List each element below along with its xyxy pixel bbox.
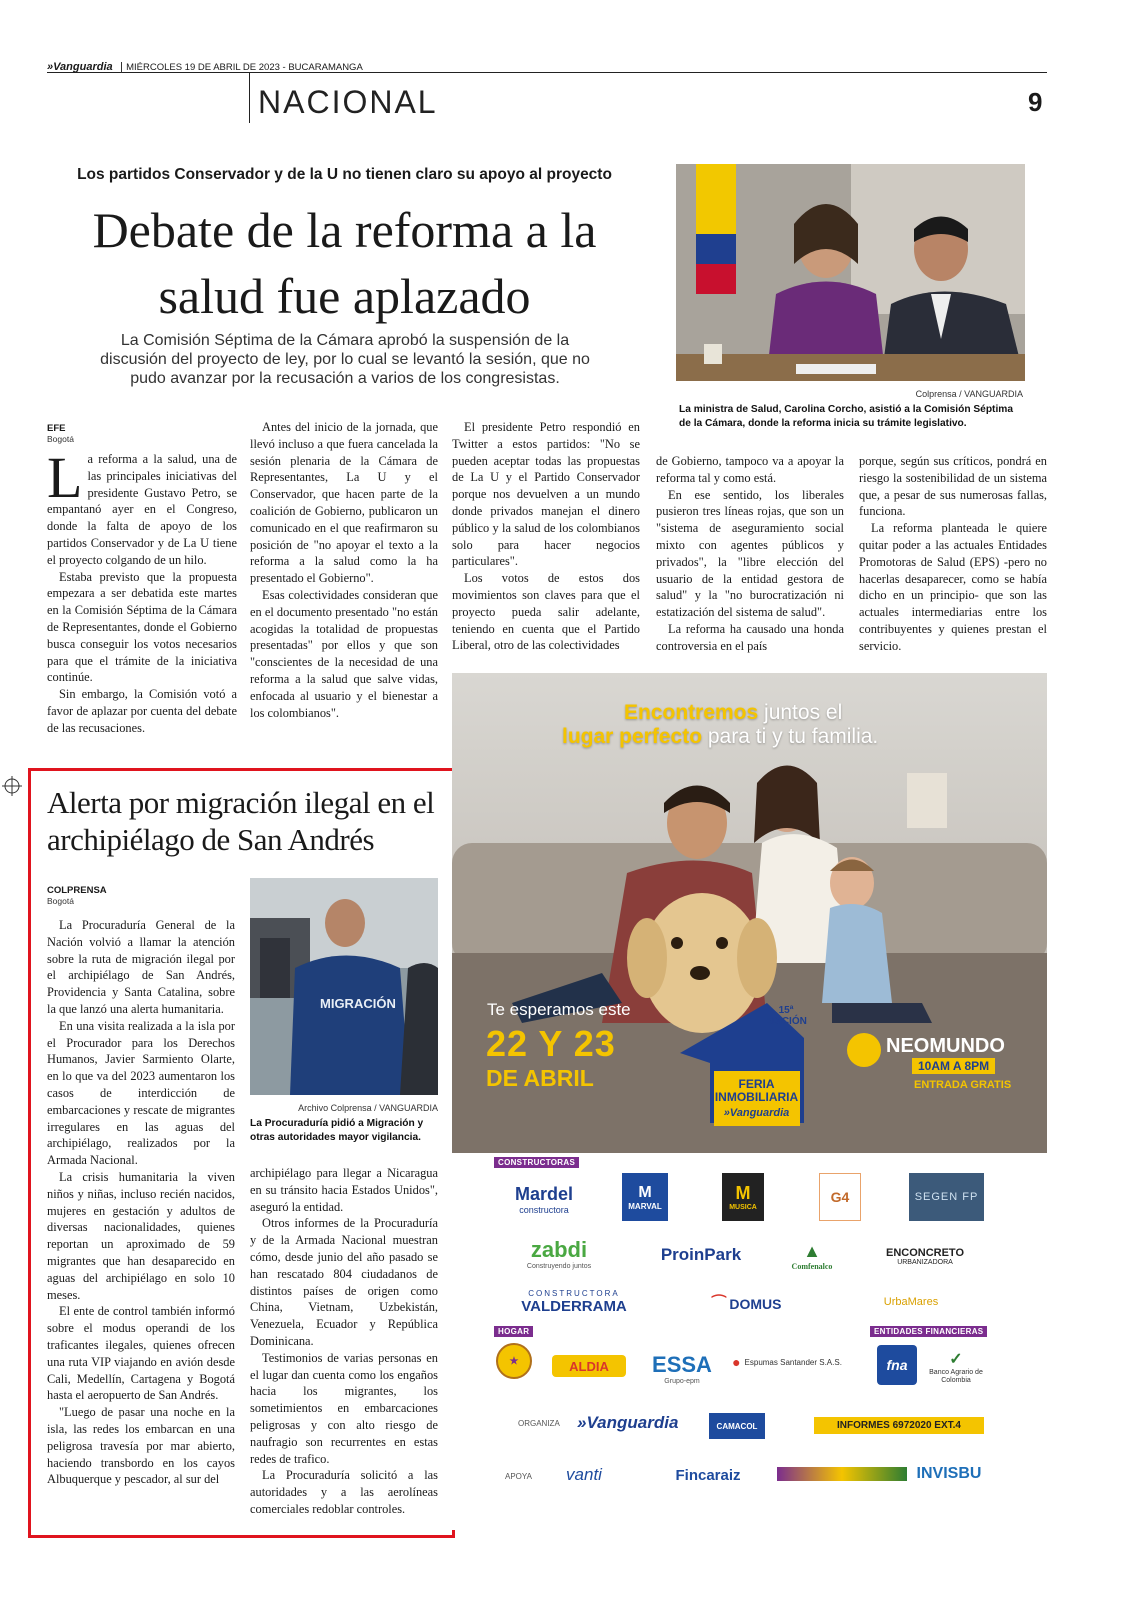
- logo-zabdi: [504, 1233, 614, 1273]
- lead-headline: Debate de la reforma a la salud fue aplazado: [92, 202, 597, 324]
- logo-banco-agrario-name: Banco Agrario de Colombia: [929, 1369, 983, 1384]
- lead-photo-illustration: [676, 164, 1025, 381]
- logo-zabdi-name: zabdi: [530, 1236, 588, 1262]
- lead-col-4: [656, 453, 844, 655]
- second-byline-name: COLPRENSA: [47, 885, 107, 896]
- ad-date-big: 22 Y 23: [486, 1023, 616, 1064]
- second-col2-p2: Otros informes de la Procuraduría y de la Armada Nacional muestran cómo, desde junio del año pasado se han rescatado 804 ciudadanos de distintos países de origen como China, Vietnam, Uzbekistán, Venezuela, Ecuador y República Dominicana.: [250, 1216, 438, 1348]
- tag-home: HOGAR: [494, 1326, 533, 1337]
- ad-date-month: DE ABRIL: [486, 1065, 594, 1091]
- masthead-dateline: MIÉRCOLES 19 DE ABRIL DE 2023 - BUCARAMANGA: [121, 62, 363, 73]
- tag-finance: ENTIDADES FINANCIERAS: [870, 1326, 987, 1337]
- lead-col5-p1: porque, según sus críticos, pondrá en riesgo la sostenibilidad de un sistema que, a pesar de sus numerosas fallas, funciona.: [859, 454, 1047, 519]
- logo-gobernacion: [777, 1459, 907, 1489]
- logo-enconcreto-sub: URBANIZADORA: [897, 1258, 953, 1266]
- logo-vanti-name: vanti: [566, 1465, 602, 1484]
- seal-mark-icon: ★: [509, 1355, 519, 1367]
- lead-kicker: Los partidos Conservador y de la U no tienen claro su apoyo al proyecto: [77, 166, 612, 183]
- logo-segen-name: SEGEN FP: [914, 1191, 979, 1203]
- logo-aldia: [552, 1355, 626, 1377]
- logo-invisbu: [910, 1461, 988, 1487]
- logo-essa-name: ESSA: [652, 1351, 712, 1377]
- organiza-label: ORGANIZA: [518, 1419, 560, 1428]
- second-photo: [250, 878, 438, 1095]
- ad-edition: 15ª EDICIÓN: [765, 1005, 807, 1027]
- logo-camacol: [709, 1413, 765, 1439]
- logo-enconcreto-name: ENCONCRETO: [885, 1246, 965, 1259]
- advertisement: [452, 673, 1047, 1153]
- logo-marval: [622, 1173, 668, 1221]
- ad-fair-name: FERIA INMOBILIARIA: [714, 1077, 799, 1104]
- logo-enconcreto: [870, 1237, 980, 1275]
- second-byline-city: Bogotá: [47, 896, 74, 906]
- sponsor-panel: [452, 1153, 1047, 1530]
- logo-segen: [909, 1173, 984, 1221]
- lead-col2-p2: Esas colectividades consideran que en el documento presentado "no están acogidas la totalidad de propuestas presentadas" por ellos y que son "conscientes de la necesidad de una reforma a la salud que salve vidas, enfocada al usuario y el bienestar a los colombianos".: [250, 587, 438, 720]
- lead-col1-p2: Estaba previsto que la propuesta empezara a ser debatida este martes en la Comisión Séptima de la Cámara de Representantes, donde el Gobierno busca conseguir los votos necesarios para que el trámite de la iniciativa continúe.: [47, 569, 237, 685]
- logo-valderrama-sub: CONSTRUCTORA: [528, 1289, 620, 1298]
- second-col-1: [47, 917, 235, 1488]
- ad-hours: 10AM A 8PM: [912, 1058, 995, 1074]
- lead-photo-caption: La ministra de Salud, Carolina Corcho, asistió a la Comisión Séptima de la Cámara, donde la reforma inicia su trámite legislativo.: [679, 404, 1014, 429]
- logo-espumas-name: Espumas Santander S.A.S.: [744, 1357, 842, 1367]
- logo-camacol-name: CAMACOL: [716, 1421, 758, 1431]
- logo-domus-name: DOMUS: [729, 1296, 782, 1312]
- gobernacion-mark-icon: [777, 1467, 907, 1481]
- ad-tagline-rest1: juntos el: [758, 701, 843, 724]
- ad-venue: NEOMUNDO: [886, 1035, 1005, 1057]
- ad-tagline-line2: [562, 725, 878, 749]
- lead-dropcap: L: [47, 445, 83, 510]
- lead-col-1: [47, 445, 237, 737]
- ad-tagline-bold2: lugar perfecto: [562, 725, 703, 748]
- page-number: 9: [1028, 87, 1043, 117]
- logo-fincaraiz: [667, 1463, 749, 1487]
- lead-col1-p1: a reforma a la salud, una de las principales iniciativas del presidente Gustavo Petro, se empantanó ayer en el Congreso, donde la falta de apoyo de los partidos Conservador y de La U tiene el proyecto colgando de un hilo.: [47, 452, 237, 567]
- ad-invite: Te esperamos este: [487, 1000, 631, 1019]
- logo-fincaraiz-name: Fincaraiz: [675, 1466, 741, 1484]
- marval-mark-icon: M: [638, 1183, 652, 1201]
- lead-byline-name: EFE: [47, 423, 66, 434]
- logo-mardel-name: Mardel: [514, 1184, 574, 1204]
- second-photo-illustration: [250, 878, 438, 1095]
- espumas-mark-icon: ●: [732, 1354, 741, 1370]
- second-byline: [47, 885, 237, 906]
- second-headline: Alerta por migración ilegal en el archipiélago de San Andrés: [47, 785, 435, 857]
- logo-zabdi-sub: Construyendo juntos: [526, 1262, 592, 1270]
- logo-comfenalco: [782, 1233, 842, 1279]
- lead-col5-p2: La reforma planteada le quiere quitar poder a las actuales Entidades Promotoras de Salud (EPS) -pero no hacerlas desaparecer, como se había dicho en un principio- que son las actuales intermediarias entre los contribuyentes y quienes prestan el servicio.: [859, 521, 1047, 653]
- lead-col3-p1: El presidente Petro respondió en Twitter a estos partidos: "No se pueden aceptar todas las propuestas de La U y el Partido Conservador porque nos devuelven a un mundo donde privados manejan el dinero público y la salud de los colombianos solo para hacer negocios particulares".: [452, 420, 640, 569]
- logo-mardel: [504, 1177, 584, 1222]
- masthead: [47, 57, 1047, 73]
- lead-col3-p2: Los votos de estos dos movimientos son claves para que el proyecto pueda salir adelante, teniendo en cuenta que el Partido Liberal, otro de las colectividades: [452, 571, 640, 653]
- apoya-label: APOYA: [505, 1472, 532, 1481]
- logo-mardel-sub: constructora: [519, 1205, 569, 1215]
- logo-g4-name: G4: [830, 1189, 850, 1205]
- lead-col4-p3: La reforma ha causado una honda controversia en el país: [656, 621, 844, 653]
- second-col2-p3: Testimonios de varias personas en el lugar dan cuenta como los engaños hacia los migrantes, los sometimientos en embarcaciones peligrosas y con alto riesgo de naufragio son recurrentes en estas redes de trafico.: [250, 1350, 438, 1466]
- lead-col-3: [452, 419, 640, 654]
- logo-g4: [819, 1173, 861, 1221]
- ad-tagline-line1: [624, 701, 842, 725]
- logo-invisbu-name: INVISBU: [916, 1465, 982, 1482]
- ad-tagline-rest2: para ti y tu familia.: [702, 725, 879, 748]
- logo-urbamares-name: UrbaMares: [883, 1296, 939, 1308]
- logo-valderrama: [504, 1285, 644, 1319]
- second-col-2: [250, 1165, 438, 1518]
- lead-photo: [676, 164, 1025, 381]
- logo-urbamares: [856, 1287, 966, 1317]
- logo-fna: [877, 1345, 917, 1385]
- lead-col-2: [250, 419, 438, 721]
- lead-byline-city: Bogotá: [47, 434, 74, 444]
- domus-swoosh-icon: ⁀: [712, 1296, 726, 1313]
- lead-byline: [47, 423, 237, 444]
- ad-entry: ENTRADA GRATIS: [914, 1079, 1012, 1091]
- logo-comfenalco-name: Comfenalco: [791, 1262, 833, 1271]
- lead-col4-p1: de Gobierno, tampoco va a apoyar la reforma tal y como está.: [656, 454, 844, 485]
- logo-valderrama-name: VALDERRAMA: [521, 1298, 627, 1315]
- logo-espumas: [732, 1349, 842, 1375]
- organiza-brand: »Vanguardia: [577, 1413, 679, 1432]
- logo-essa: [647, 1345, 717, 1391]
- lead-photo-credit: Colprensa / VANGUARDIA: [915, 389, 1023, 399]
- logo-marval-name: MARVAL: [628, 1201, 662, 1211]
- second-col1-p1: La Procuraduría General de la Nación volvió a llamar la atención sobre la ruta de migración ilegal por el archipiélago de San Andrés, Providencia y Santa Catalina, sobre la que lanzó una alerta humanitaria.: [47, 918, 235, 1016]
- lead-col1-p3: Sin embargo, la Comisión votó a favor de aplazar por cuenta del debate de las recusaciones.: [47, 687, 237, 735]
- section-divider: [249, 73, 250, 123]
- logo-musica: [722, 1173, 764, 1221]
- lead-deck: La Comisión Séptima de la Cámara aprobó la suspensión de la discusión del proyecto de ley, por lo cual se levantó la sesión, que no pudo avanzar por la recusación a varios de los congresistas.: [100, 332, 590, 387]
- second-photo-caption: La Procuraduría pidió a Migración y otras autoridades mayor vigilancia.: [250, 1118, 424, 1143]
- logo-proinpark-name: ProinPark: [660, 1245, 742, 1264]
- lead-col4-p2: En ese sentido, los liberales pusieron tres líneas rojas, que son un "sistema de aseguramiento social mixto con agentes públicos y privados", la "libre elección del usuario de la entidad gestora de salud" y la "no burocratización ni estatización del sistema de salud".: [656, 487, 844, 620]
- lead-col2-p1: Antes del inicio de la jornada, que llevó incluso a que fuera cancelada la sesión plenaria de la Cámara de Representantes, La U y el Conservador, que hacen parte de la coalición de Gobierno, publicaron un comunicado en el que reafirmaron su posición de "no apoyar el texto a la reforma a la salud como la ha presentado el Gobierno".: [250, 420, 438, 586]
- comfenalco-mark-icon: ▲: [803, 1241, 821, 1261]
- logo-vanti: [554, 1463, 614, 1487]
- section-title: NACIONAL: [258, 84, 438, 120]
- lead-col-5: [859, 453, 1047, 655]
- second-col1-p5: "Luego de pasar una noche en la isla, las redes los embarcan en una peligrosa travesía por mar abierto, haciendo transbordo en los cayos Albuquerque y pescador, al sur del: [47, 1405, 235, 1487]
- ad-tagline-bold1: Encontremos: [624, 701, 759, 724]
- ad-fair-brand: »Vanguardia: [723, 1107, 790, 1119]
- second-col1-p2: En una visita realizada a la isla por el Procurador para los Derechos Humanos, Javier Sarmiento Olarte, en lo que va del 2023 aumentaron los casos de interdicción de embarcaciones y rescate de migrantes irregulares en las aguas del archipiélago, realizados por la Armada Nacional.: [47, 1018, 235, 1168]
- logo-fna-name: fna: [886, 1357, 908, 1373]
- second-col1-p4: El ente de control también informó sobre el modus operandi de los traficantes ilegales, quienes ofrecen una ruta VIP viajando en avión desde Cali, Medellín, Cartagena y Bogotá hasta el aeropuerto de San Andrés.: [47, 1304, 235, 1403]
- logo-musica-name: MUSICA: [729, 1204, 757, 1211]
- logo-banco-agrario: [926, 1345, 986, 1389]
- second-col1-p3: La crisis humanitaria la viven niños y niñas, incluso recién nacidos, mujeres en gestación y adultos de diversas nacionalidades, quienes reportan un aproximado de 59 migrantes que han desaparecido en aguas del archipiélago en solo 10 meses.: [47, 1169, 235, 1302]
- jacket-text: MIGRACIÓN: [320, 996, 396, 1011]
- informes-banner: INFORMES 6972020 EXT.4: [814, 1417, 984, 1434]
- logo-domus: [682, 1289, 812, 1319]
- second-photo-credit: Archivo Colprensa / VANGUARDIA: [298, 1103, 438, 1113]
- second-col2-p4: La Procuraduría solicitó a las autoridades y a las aerolíneas comerciales redoblar controles.: [250, 1468, 438, 1516]
- tag-builders: CONSTRUCTORAS: [494, 1157, 579, 1168]
- second-col2-p1: archipiélago para llegar a Nicaragua en su tránsito hacia Estados Unidos", aseguró la entidad.: [250, 1166, 438, 1214]
- masthead-brand: »Vanguardia: [47, 61, 113, 73]
- logo-essa-sub: Grupo-epm: [664, 1377, 700, 1385]
- logo-aldia-name: ALDIA: [569, 1358, 609, 1374]
- banco-agrario-mark-icon: ✓: [949, 1351, 963, 1368]
- musica-mark-icon: M: [735, 1183, 751, 1203]
- registration-mark-icon: [2, 776, 22, 796]
- logo-proinpark: [642, 1237, 760, 1273]
- logo-seal: [496, 1343, 532, 1379]
